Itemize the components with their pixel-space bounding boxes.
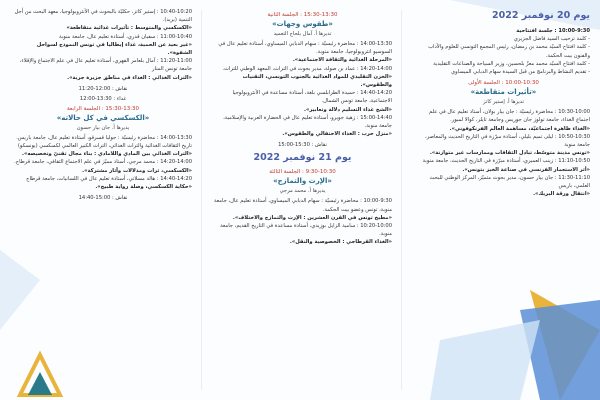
list-item: 10:50-10:30 : ليلى تميم بليلي، أستاذة مبرّزة في التاريخ الحديث والمعاصر، جامعة منوبة	[425, 133, 590, 149]
list-item: - كلمة افتتاح السيّد محمد بن رمضان، رئيس المجمع التونسي للعلوم والآداب والفنون بيت الحكمة.	[428, 44, 590, 59]
list-item: 11:20-11:00 : آمال بلعامر الفهري، أستاذة تعليم عال في علم الاجتماع والإقلاء، جامعة تونس المنار	[19, 58, 192, 73]
talk-title: «الخزن التقليدي للمواد الغذائية بالجنوب التونسي، التقنيات والطقوس».	[242, 73, 392, 89]
session-chair: تديرها أ. إستير كاتز	[483, 99, 524, 106]
talk-title: «الغذاء ظاهرة اجتماعيّة، مساهمة العالم الفرنكوفوني».	[449, 125, 590, 132]
talk-title: «المرحلة الغذائية والثقافة الاجتماعية».	[292, 57, 392, 64]
session-title: 15:30-13:30 : الجلسة الرابعة	[66, 105, 140, 112]
list-item: 14:20-14:00 : عماد بن صولة، مدير بحوث في التراث، المعهد الوطني للتراث.	[222, 65, 392, 72]
discussion: نقاش : 15:00-14:40	[78, 195, 128, 202]
list-item: 11:10-10:50 : زينب العميري، أستاذة مبرّزة في التاريخ الحديث، جامعة منوبة	[422, 158, 590, 165]
session-title: 10:00-10:30 : الجلسة الأولى	[468, 80, 539, 87]
list-item: - كلمة افتتاح السيّد محمد معزّ بلحسين، وزير السياحة والصناعات التقليدية	[433, 60, 590, 67]
talk-title: «انتقال ورقة البريك».	[533, 191, 590, 198]
list-item: 14:40-14:20 : هالة مسلاتي، أستاذة تعليم عال في اللسانيات، جامعة قرطاج	[26, 175, 192, 182]
list-item: 11:00-10:40 : سفيان قدري، أستاذة تعليم عال، جامعة منوبة	[59, 33, 192, 40]
session-chair: يديرها أ. محمد مرجي	[279, 188, 326, 195]
list-item: 14:40-14:20 : حميدة الطرابلسي بلغة، أستاذة مساعدة في الأنثروبولوجيا الاجتماعية، جامعة تونس الشمال.	[232, 90, 392, 105]
talk-title: «مطبخ تونس في القرن العشرين : الإرث والتمازج والاختلاف».	[232, 214, 392, 221]
column-divider	[401, 10, 402, 390]
session-subtitle: «طقوس وجهات»	[272, 20, 333, 28]
talk-title: «تونس مدينة متوسّط، تبادل الثقافات وممارسات غير متوازنة».	[429, 150, 590, 157]
discussion: نقاش : 12:00-11:20	[78, 85, 128, 92]
talk-title: «الشخ غذاء التسليم دلالة وتعابير».	[304, 106, 392, 113]
talk-title: «التراث الغذائي بين المادي واللامادي : بناء مجال تقنيّ وتخصيصه».	[22, 151, 192, 158]
day-title: يوم 21 نوفمبر 2022	[253, 152, 352, 164]
session-chair: تديرها أ. آمال بلحاج التعميد	[273, 31, 332, 37]
column-middle	[203, 0, 400, 400]
list-item: 10:30-10:00 : محاضرة رئيسيّة : جان بيار بولان، أستاذ تعليم عال في علم اجتماع الغذاء، جامعة تولوز جان جوريس وجامعة تايلر، كوالا لمبور.	[429, 109, 590, 124]
list-item: 15:00-14:40 : زهية جويرو، أستاذة تعليم عال في الحضارة العربية والإسلامية، جامعة منوبة.	[223, 114, 392, 130]
talk-title: «أثر الاستعمار الفرنسي في صناعة الخبز بتونس».	[462, 166, 590, 173]
column-left	[0, 0, 200, 400]
list-item: 14:20-14:00 : محمد مرجي، أستاذ مميّز في علم الاجتماع الثقافي، جامعة قرطاج.	[14, 159, 192, 166]
list-item: 14:00-13:30 : محاضرة رئيسيّة : سهام الدبابي الميساوي، أستاذة تعليم عال في السوسيو انثروبولوجيا، جامعة منوبة.	[218, 41, 392, 56]
list-item: 14:00-13:30 : محاضرة رئيسيّة : جوليا قسرقو، أستاذة تعليم عال، جامعة باريس. تاريخ الثقافات الغذائية والتراث الغذائي، التراث الكبير العالمي لكسكسي (يونسكو)	[16, 134, 192, 150]
talk-title: «غير بعيد عن الحمية، غذاء إيطاليا في تونس النموذج لسواحل الشفوة».	[36, 41, 192, 57]
discussion: نقاش : 15:30-15:00	[278, 142, 327, 149]
list-item: - كلمة ترحيب السيد فاضل الجزيري	[513, 36, 590, 43]
session-title: 9:30-10:30 : الجلسة الثالثة	[269, 169, 336, 176]
list-item: 10:20-10:00 : سامية الزايل بوزيدي، أستاذة مساعدة في التاريخ القديم، جامعة منوبة.	[220, 223, 392, 238]
session-chair: يديرها أ. جان بيار حسون	[76, 124, 130, 131]
lunch-break: غداء : 13:30-12:00	[79, 95, 127, 102]
opening-title: 10:00-9:30 : جلسة افتتاحية	[516, 28, 590, 34]
talk-title: «الغذاء القرطاجي : الخصوصية والنقل».	[289, 239, 392, 246]
session-subtitle: «الإرث والتمازج»	[273, 177, 332, 186]
session-title: 15:30-13:30 : الجلسة الثانية	[267, 12, 338, 18]
column-divider	[201, 10, 202, 390]
list-item: 10:00-9:30 : محاضرة رئيسيّة : سهام الدبابي الميساوي، أستاذة تعليم عال، جامعة منوبة، تونس وعضو بيت الحكمة.	[213, 198, 392, 213]
day-title: يوم 20 نوفمبر 2022	[492, 10, 590, 21]
talk-title: «منزل حرب : الغذاء الاحتفالي والطقوس».	[282, 131, 392, 138]
talk-title: «حكاية الكسكسي، وصلة رواية طبيخ».	[95, 184, 192, 191]
session-subtitle: «الكسكسي في كل حالاته»	[56, 113, 150, 122]
list-item: 11:30-11:10 : جان بيار حسون، مدير بحوث متميّز، المركز الوطني للبحث العلمي، باريس	[429, 174, 590, 190]
talk-title: «التراث الغذائي : الغذاء في مناطق جزيرة جربة».	[67, 74, 192, 81]
column-day-20	[403, 0, 600, 400]
session-subtitle: «تأثيرات متقاطعة»	[470, 88, 537, 97]
talk-title: «الكسكسي والمتوسط : تأثيرات غذائية متقاطعة»	[66, 25, 192, 32]
list-item: - تقديم النشاط والبرنامج من قبل السيدة سهام الدبابي الميساوي	[451, 69, 590, 76]
list-item: 10:40-10:20 : إستير كاتز، حكليّة بالبحوث في الأنثروبولوجيا، معهد البحث من أجل التنمية (بريد).	[14, 9, 192, 24]
talk-title: «الكسكسي، ثراث ومدلالات وآثار مشتركة».	[82, 167, 192, 174]
